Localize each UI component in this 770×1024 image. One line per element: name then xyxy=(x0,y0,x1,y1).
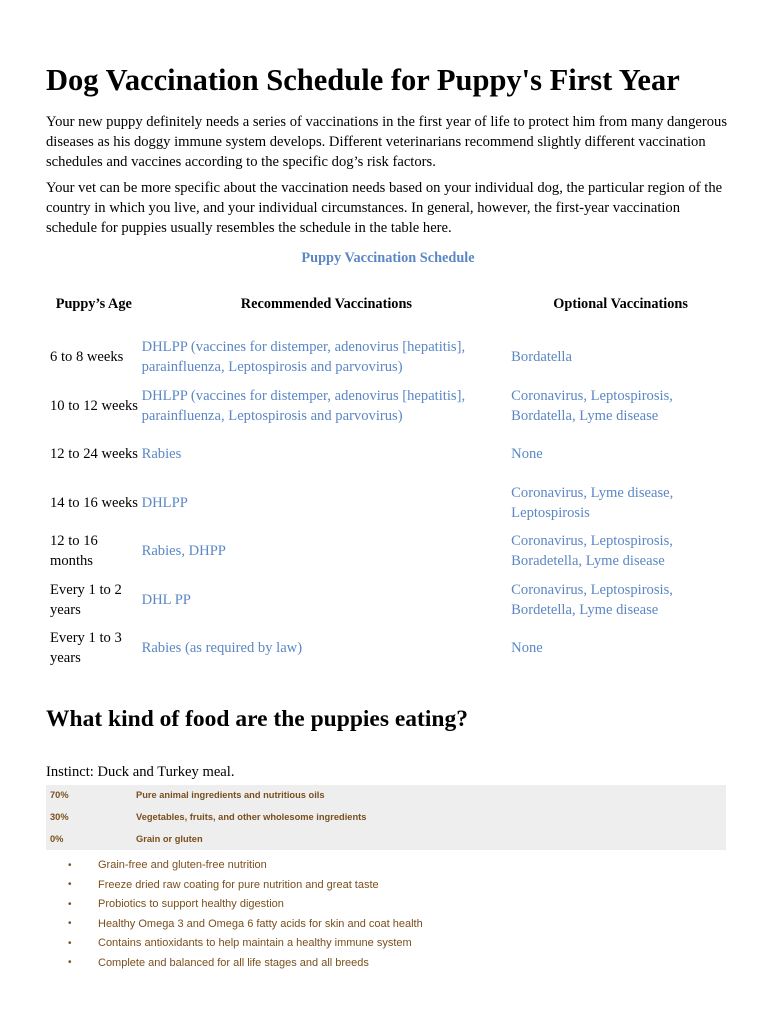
food-composition-table xyxy=(46,785,726,850)
cell-optional: None xyxy=(511,446,543,463)
bullet-icon: • xyxy=(68,859,72,871)
table-row xyxy=(46,624,730,673)
table-row xyxy=(46,576,730,625)
list-item xyxy=(46,953,730,973)
page-title: Dog Vaccination Schedule for Puppy's First Year xyxy=(46,63,680,97)
feature-text: Probiotics to support healthy digestion xyxy=(98,898,284,911)
cell-optional: Coronavirus, Leptospirosis, Bordatella, Lyme disease xyxy=(511,387,673,424)
cell-recommended: DHLPP (vaccines for distemper, adenovirus [hepatitis], parainfluenza, Leptospirosis and parvovirus) xyxy=(141,387,466,424)
cell-age: Every 1 to 3 years xyxy=(50,630,122,667)
article xyxy=(46,60,730,973)
list-item xyxy=(46,875,730,895)
bullet-icon: • xyxy=(68,898,72,910)
bullet-icon: • xyxy=(68,879,72,891)
cell-age: 12 to 16 months xyxy=(50,533,98,570)
table-row xyxy=(46,382,730,431)
bullet-icon: • xyxy=(68,918,72,930)
table-row xyxy=(46,527,730,576)
bullet-icon: • xyxy=(68,957,72,969)
cell-age: 10 to 12 weeks xyxy=(50,397,138,414)
cell-optional: Coronavirus, Leptospirosis, Boradetella, Lyme disease xyxy=(511,533,673,570)
vaccination-schedule-table xyxy=(46,275,730,673)
cell-age: 14 to 16 weeks xyxy=(50,494,138,511)
cell-recommended: DHL PP xyxy=(141,591,191,608)
cell-optional: None xyxy=(511,640,543,657)
cell-recommended: DHLPP xyxy=(141,494,188,511)
cell-recommended: Rabies (as required by law) xyxy=(141,640,303,657)
header-optional: Optional Vaccinations xyxy=(553,296,688,312)
cell-optional: Bordatella xyxy=(511,349,572,366)
list-item xyxy=(46,856,730,876)
schedule-caption: Puppy Vaccination Schedule xyxy=(301,250,475,266)
food-heading: What kind of food are the puppies eating? xyxy=(46,705,468,732)
composition-description: Pure animal ingredients and nutritious oils xyxy=(136,790,325,801)
list-item xyxy=(46,914,730,934)
table-row xyxy=(46,333,730,382)
composition-row xyxy=(46,828,726,850)
cell-age: 12 to 24 weeks xyxy=(50,446,138,463)
table-row xyxy=(46,430,730,479)
header-age: Puppy’s Age xyxy=(55,296,132,312)
intro-paragraph-1: Your new puppy definitely needs a series of vaccinations in the first year of life to protect him from many dangerous diseases as his doggy immune system develops. Different veterinarians recommend slightly different vaccination schedules and vaccines according to the specific dog’s risk factors. xyxy=(46,114,727,170)
feature-text: Freeze dried raw coating for pure nutrition and great taste xyxy=(98,878,379,891)
composition-percent: 0% xyxy=(50,833,64,844)
intro-paragraph-2: Your vet can be more specific about the vaccination needs based on your individual dog, the particular region of the country in which you live, and your individual circumstances. In general, however, the first-year vaccination schedule for puppies usually resembles the schedule in the table here. xyxy=(46,180,723,236)
composition-description: Vegetables, fruits, and other wholesome ingredients xyxy=(136,812,367,823)
composition-percent: 70% xyxy=(50,790,69,801)
feature-text: Complete and balanced for all life stages and all breeds xyxy=(98,956,369,969)
feature-list xyxy=(46,856,730,973)
composition-row xyxy=(46,806,726,828)
cell-recommended: DHLPP (vaccines for distemper, adenovirus [hepatitis], parainfluenza, Leptospirosis and parvovirus) xyxy=(141,339,466,376)
bullet-icon: • xyxy=(68,937,72,949)
cell-recommended: Rabies, DHPP xyxy=(141,543,226,560)
cell-optional: Coronavirus, Lyme disease, Leptospirosis xyxy=(511,484,674,521)
table-row xyxy=(46,479,730,528)
list-item xyxy=(46,895,730,915)
composition-row xyxy=(46,785,726,807)
feature-text: Grain-free and gluten-free nutrition xyxy=(98,859,267,872)
composition-description: Grain or gluten xyxy=(136,833,203,844)
cell-age: 6 to 8 weeks xyxy=(50,349,124,366)
header-recommended: Recommended Vaccinations xyxy=(240,296,412,312)
food-intro: Instinct: Duck and Turkey meal. xyxy=(46,763,235,780)
list-item xyxy=(46,934,730,954)
cell-optional: Coronavirus, Leptospirosis, Bordetella, Lyme disease xyxy=(511,581,673,618)
composition-percent: 30% xyxy=(50,812,69,823)
table-header-row xyxy=(46,275,730,333)
cell-age: Every 1 to 2 years xyxy=(50,581,122,618)
cell-recommended: Rabies xyxy=(141,446,182,463)
feature-text: Contains antioxidants to help maintain a healthy immune system xyxy=(98,937,412,950)
feature-text: Healthy Omega 3 and Omega 6 fatty acids for skin and coat health xyxy=(98,917,423,930)
